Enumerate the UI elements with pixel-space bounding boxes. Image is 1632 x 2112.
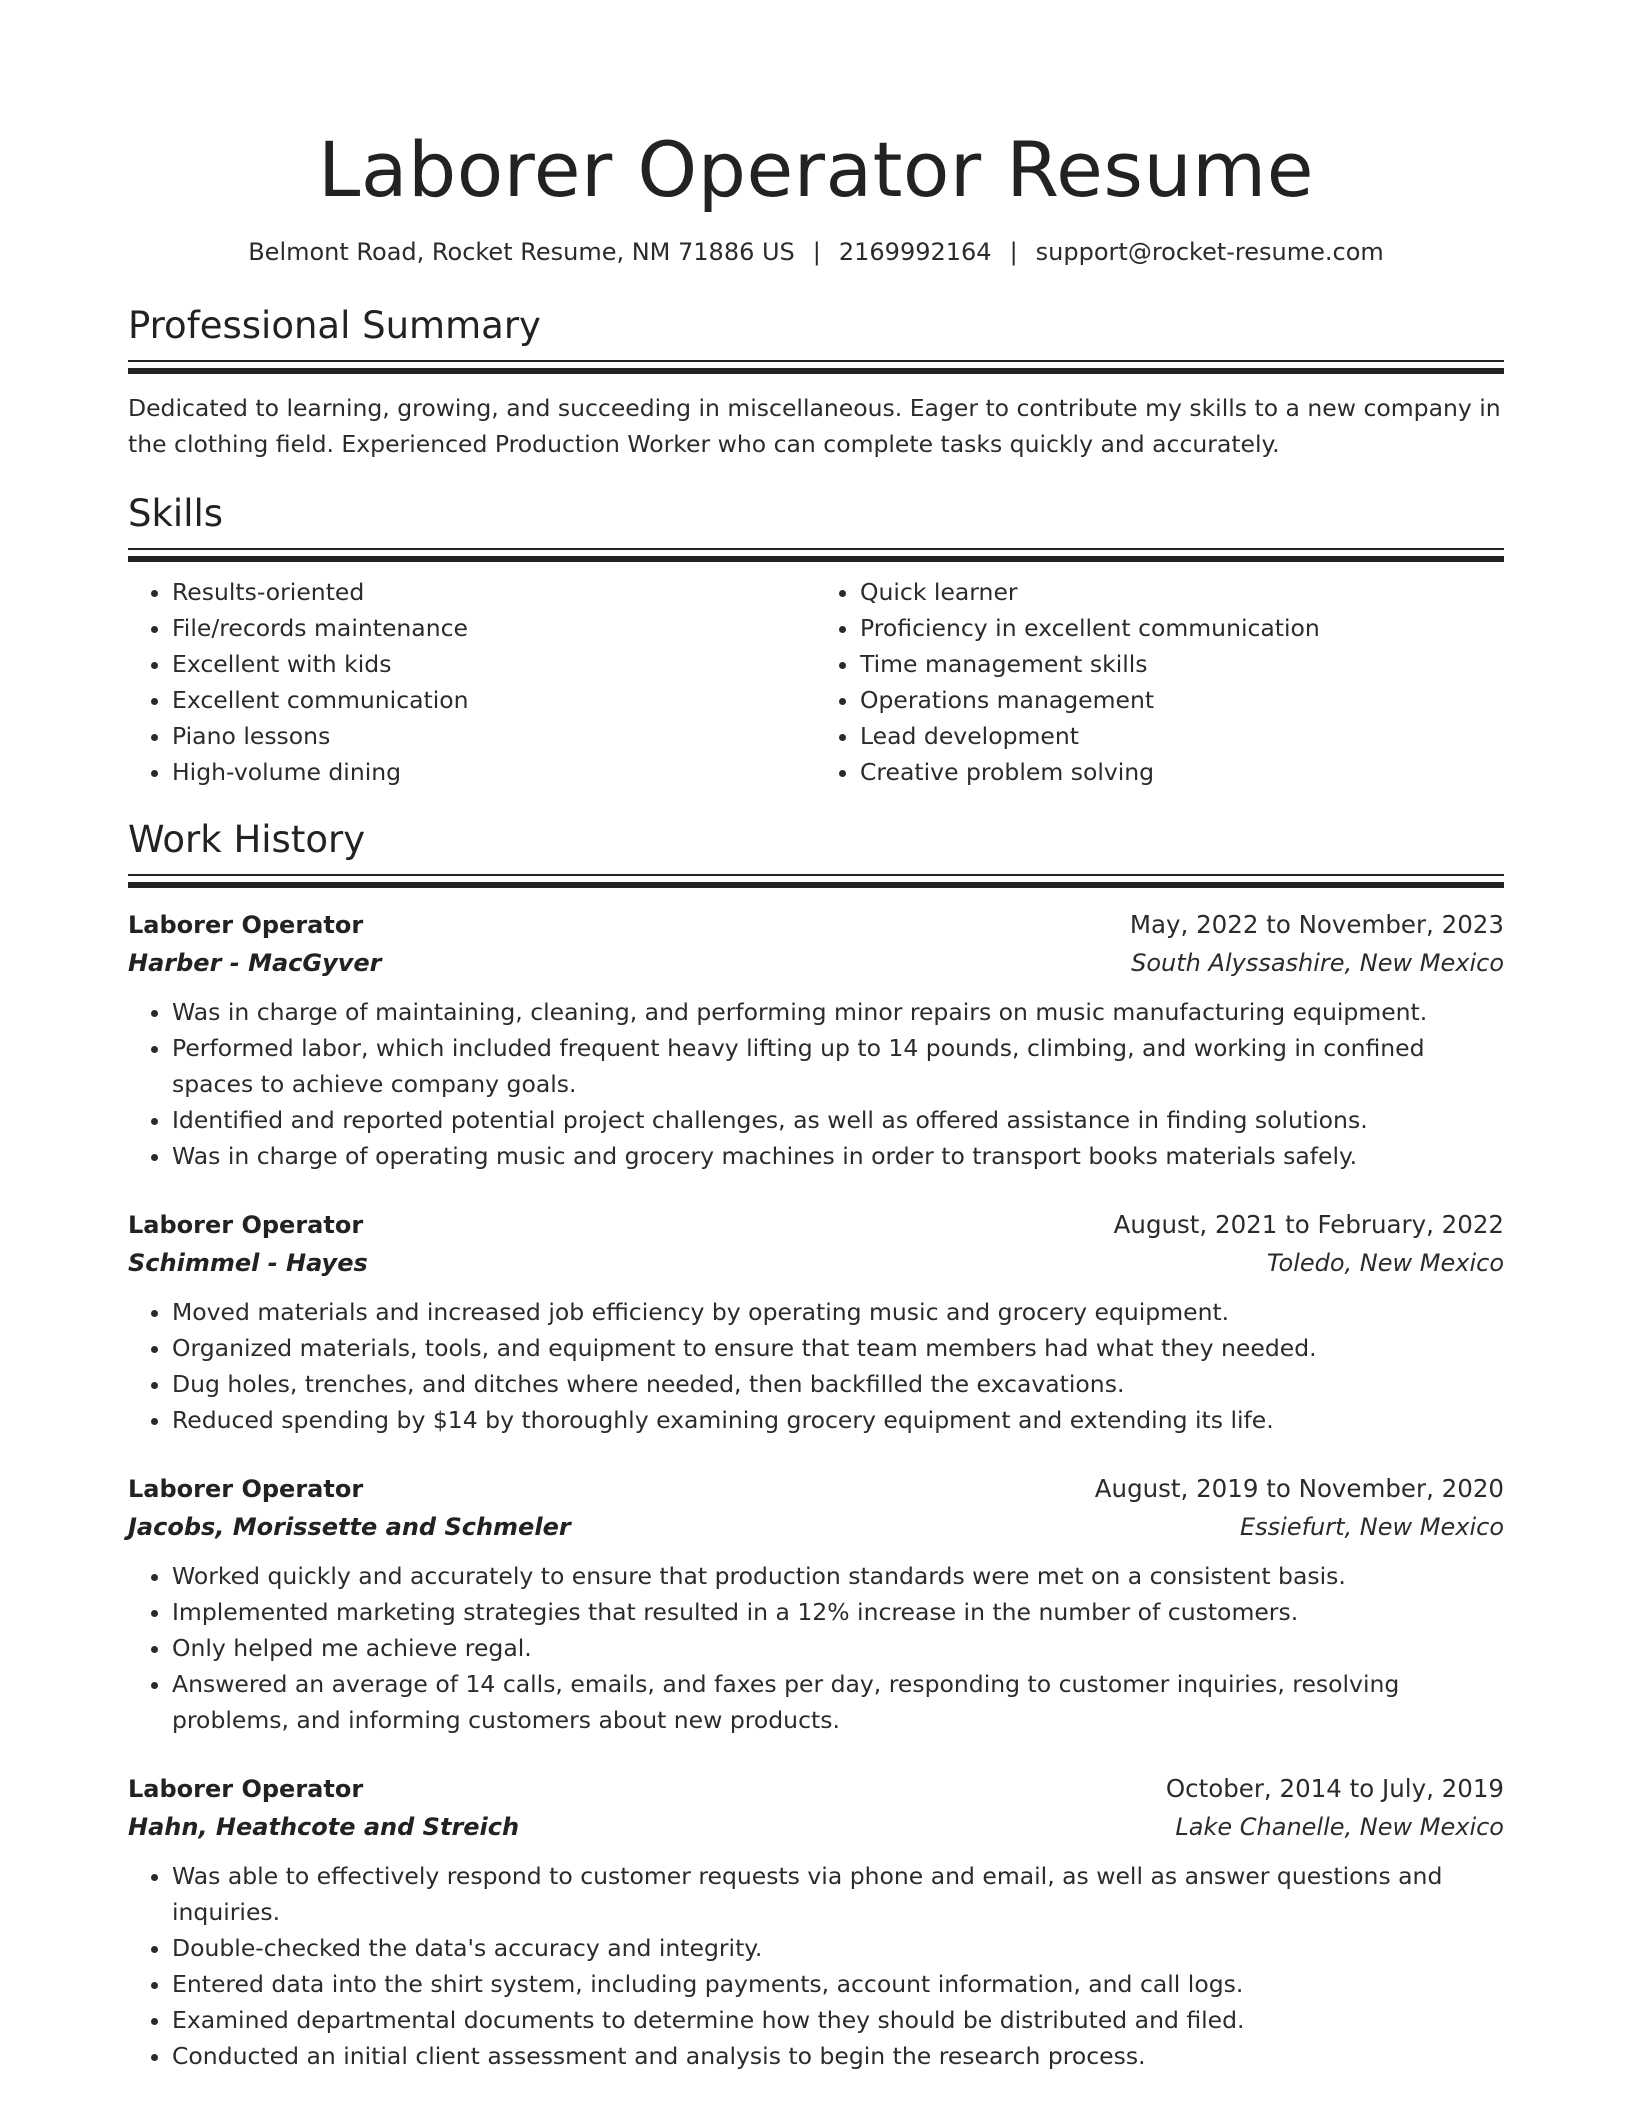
job-bullet: • Examined departmental documents to determine how they should be distributed and filed. [172, 2002, 1504, 2038]
skill-item: • File/records maintenance [172, 610, 816, 646]
skills-columns [128, 574, 1504, 790]
skills-list-left [128, 574, 816, 790]
job-bullet: • Dug holes, trenches, and ditches where needed, then backfilled the excavations. [172, 1366, 1504, 1402]
job-entry [128, 1770, 1504, 2074]
contact-email[interactable]: support@rocket-resume.com [1035, 238, 1384, 266]
work-history-section [128, 816, 1504, 2074]
section-divider-thick [128, 882, 1504, 888]
job-location: Toledo, New Mexico [1266, 1249, 1504, 1277]
skill-item: • Time management skills [860, 646, 1504, 682]
section-divider [128, 874, 1504, 876]
job-bullet: • Conducted an initial client assessment and analysis to begin the research process. [172, 2038, 1504, 2074]
skill-item: • Results-oriented [172, 574, 816, 610]
contact-phone: 2169992164 [838, 238, 992, 266]
section-divider-thick [128, 556, 1504, 562]
job-bullet: • Was in charge of maintaining, cleaning, and performing minor repairs on music manufacturing equipment. [172, 994, 1504, 1030]
job-location: South Alyssashire, New Mexico [1131, 949, 1504, 977]
skill-item: • Excellent with kids [172, 646, 816, 682]
job-bullet: • Double-checked the data's accuracy and integrity. [172, 1930, 1504, 1966]
job-title: Laborer Operator [128, 1775, 364, 1803]
job-bullet: • Moved materials and increased job efficiency by operating music and grocery equipment. [172, 1294, 1504, 1330]
job-bullet: • Entered data into the shirt system, including payments, account information, and call logs. [172, 1966, 1504, 2002]
contact-line [128, 236, 1504, 268]
job-bullet: • Only helped me achieve regal. [172, 1630, 1504, 1666]
job-title: Laborer Operator [128, 1211, 364, 1239]
skill-item: • Proficiency in excellent communication [860, 610, 1504, 646]
job-bullet: • Organized materials, tools, and equipment to ensure that team members had what they needed. [172, 1330, 1504, 1366]
job-bullet-list [128, 994, 1504, 1174]
job-title: Laborer Operator [128, 1475, 364, 1503]
job-bullet: • Was in charge of operating music and grocery machines in order to transport books materials safely. [172, 1138, 1504, 1174]
job-company-row [128, 944, 1504, 982]
skill-item: • Operations management [860, 682, 1504, 718]
job-bullet-list [128, 1858, 1504, 2074]
job-location: Lake Chanelle, New Mexico [1175, 1813, 1504, 1841]
job-dates: August, 2021 to February, 2022 [1113, 1210, 1504, 1239]
job-dates: October, 2014 to July, 2019 [1165, 1774, 1504, 1803]
job-bullet: • Worked quickly and accurately to ensure that production standards were met on a consistent basis. [172, 1558, 1504, 1594]
job-company: Schimmel - Hayes [128, 1249, 368, 1277]
job-bullet: • Answered an average of 14 calls, emails, and faxes per day, responding to customer inquiries, resolving problems, and informing customers about new products. [172, 1666, 1504, 1738]
job-bullet-list [128, 1294, 1504, 1438]
job-company-row [128, 1808, 1504, 1846]
job-dates: August, 2019 to November, 2020 [1094, 1474, 1504, 1503]
resume-title: Laborer Operator Resume [318, 125, 1314, 214]
skill-item: • Creative problem solving [860, 754, 1504, 790]
job-bullet: • Reduced spending by $14 by thoroughly examining grocery equipment and extending its life. [172, 1402, 1504, 1438]
skill-item: • Quick learner [860, 574, 1504, 610]
job-header-row [128, 906, 1504, 944]
section-divider-thick [128, 368, 1504, 374]
section-title-skills: Skills [128, 492, 224, 535]
skill-item: • Lead development [860, 718, 1504, 754]
section-title-work-history: Work History [128, 818, 366, 861]
skills-list-right [816, 574, 1504, 790]
skill-item: • Excellent communication [172, 682, 816, 718]
skill-item: • High-volume dining [172, 754, 816, 790]
summary-text: Dedicated to learning, growing, and succeeding in miscellaneous. Eager to contribute my skills to a new company in the clothing field. Experienced Production Worker who can complete tasks quickly and accurately. [128, 394, 1501, 458]
job-company-row [128, 1508, 1504, 1546]
job-bullet: • Performed labor, which included frequent heavy lifting up to 14 pounds, climbing, and working in confined spaces to achieve company goals. [172, 1030, 1504, 1102]
professional-summary-section [128, 302, 1504, 462]
contact-address: Belmont Road, Rocket Resume, NM 71886 US [248, 238, 795, 266]
contact-separator: | [1009, 238, 1018, 266]
section-divider [128, 548, 1504, 550]
contact-separator: | [812, 238, 821, 266]
job-dates: May, 2022 to November, 2023 [1129, 910, 1504, 939]
job-entry [128, 1470, 1504, 1738]
job-bullet: • Was able to effectively respond to customer requests via phone and email, as well as answer questions and inquiries. [172, 1858, 1504, 1930]
job-entry [128, 1206, 1504, 1438]
job-entry [128, 906, 1504, 1174]
job-location: Essiefurt, New Mexico [1240, 1513, 1504, 1541]
skills-section [128, 490, 1504, 790]
job-company: Jacobs, Morissette and Schmeler [128, 1513, 571, 1541]
job-company: Harber - MacGyver [128, 949, 382, 977]
job-header-row [128, 1206, 1504, 1244]
job-title: Laborer Operator [128, 911, 364, 939]
job-company-row [128, 1244, 1504, 1282]
job-header-row [128, 1470, 1504, 1508]
job-bullet: • Identified and reported potential project challenges, as well as offered assistance in finding solutions. [172, 1102, 1504, 1138]
job-bullet: • Implemented marketing strategies that resulted in a 12% increase in the number of customers. [172, 1594, 1504, 1630]
job-header-row [128, 1770, 1504, 1808]
section-title-summary: Professional Summary [128, 304, 541, 347]
job-company: Hahn, Heathcote and Streich [128, 1813, 520, 1841]
skill-item: • Piano lessons [172, 718, 816, 754]
section-divider [128, 360, 1504, 362]
job-bullet-list [128, 1558, 1504, 1738]
